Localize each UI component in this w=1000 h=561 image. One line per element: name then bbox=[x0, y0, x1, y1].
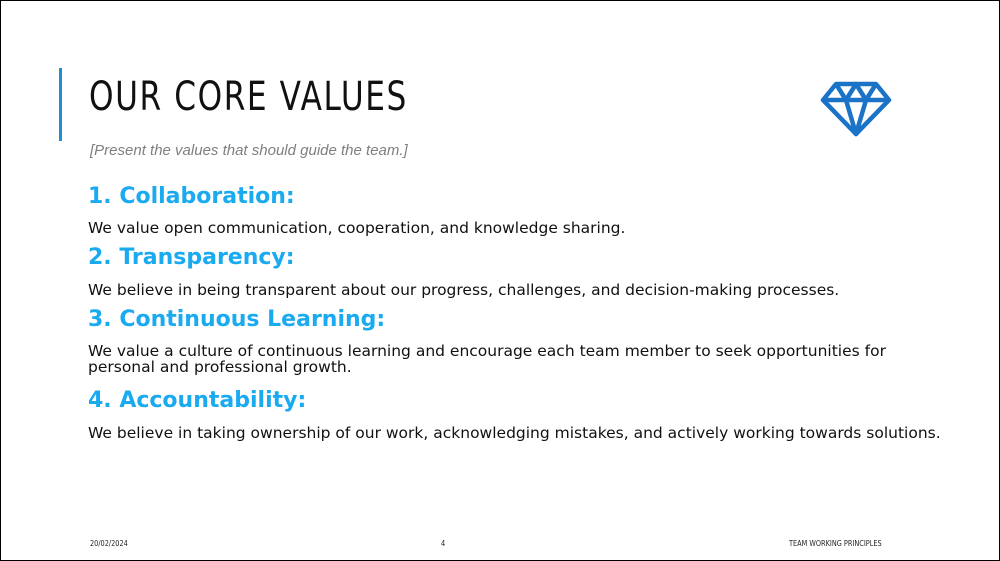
value-description: We value open communication, cooperation, and knowledge sharing. bbox=[88, 219, 626, 238]
footer-date: 20/02/2024 bbox=[90, 539, 128, 548]
diamond-icon bbox=[820, 81, 892, 137]
value-description: We value a culture of continuous learning and encourage each team member to seek opportunities for personal and professional growth. bbox=[88, 342, 886, 377]
value-item-transparency bbox=[88, 245, 948, 297]
footer-page-number: 4 bbox=[441, 539, 446, 548]
value-heading: 4. Accountability: bbox=[88, 388, 307, 414]
slide-subtitle: [Present the values that should guide the team.] bbox=[90, 142, 408, 159]
value-heading: 2. Transparency: bbox=[88, 245, 295, 271]
value-heading: 3. Continuous Learning: bbox=[88, 306, 386, 332]
slide-title: OUR CORE VALUES bbox=[89, 74, 408, 120]
value-item-accountability bbox=[88, 388, 948, 440]
value-item-continuous-learning bbox=[88, 307, 948, 375]
value-item-collaboration bbox=[88, 184, 948, 236]
title-accent-bar bbox=[59, 68, 62, 141]
value-heading: 1. Collaboration: bbox=[88, 184, 295, 209]
footer-presentation-name: TEAM WORKING PRINCIPLES bbox=[789, 539, 882, 548]
values-list bbox=[88, 184, 948, 450]
value-description: We believe in being transparent about our progress, challenges, and decision-making processes. bbox=[88, 280, 840, 299]
value-description: We believe in taking ownership of our work, acknowledging mistakes, and actively working towards solutions. bbox=[88, 423, 941, 442]
